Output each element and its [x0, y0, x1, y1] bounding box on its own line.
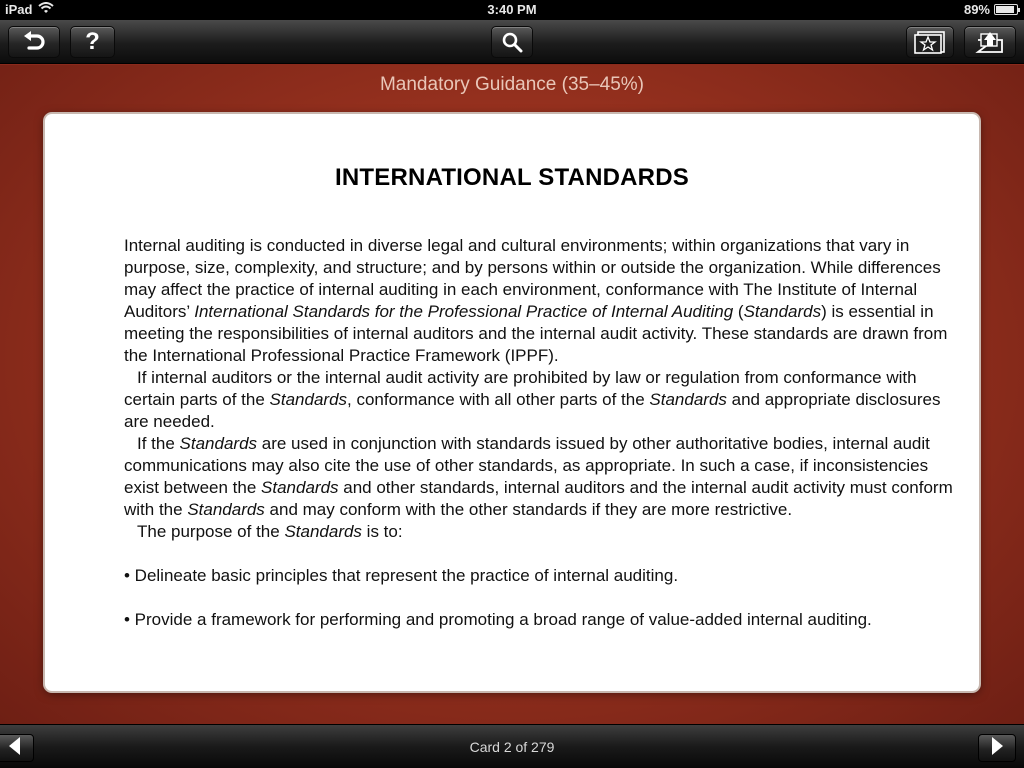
text-run-italic: Standards	[743, 302, 822, 321]
text-run: ) is essential in meeting the responsibilities of internal auditors and the internal audit activity. These standards are drawn from the International Professional Practice Framework (IPPF).	[124, 302, 948, 365]
text-run-italic: Standards	[269, 390, 348, 409]
text-run-italic: Standards	[649, 390, 727, 409]
bottom-toolbar	[0, 724, 1024, 768]
text-run: (	[733, 302, 744, 321]
device-name: iPad	[5, 2, 33, 17]
text-run-italic: Standards	[261, 478, 339, 497]
top-toolbar	[0, 20, 1024, 64]
share-tray-icon	[975, 30, 1005, 54]
undo-arrow-icon	[22, 31, 46, 53]
battery-fill	[996, 6, 1014, 13]
card-body	[124, 235, 954, 631]
back-button[interactable]	[8, 26, 60, 58]
text-run: are used in conjunction with standards issued by other authoritative bodies, internal audit communications may also cite the use of other standards, as appropriate. In such a case, if inconsistencies exist between the	[124, 434, 930, 497]
paragraph-1	[124, 235, 954, 367]
favorites-button[interactable]	[906, 26, 954, 58]
status-right	[964, 2, 1018, 17]
star-frame-icon	[914, 30, 946, 54]
text-run-italic: Standards	[179, 434, 258, 453]
text-run: is to:	[361, 522, 403, 541]
flash-card[interactable]	[45, 114, 979, 691]
text-run: If internal auditors or the internal audit activity are prohibited by law or regulation from conformance with certain parts of the	[124, 368, 917, 409]
text-run: Internal auditing is conducted in diverse legal and cultural environments; within organizations that vary in purpose, size, complexity, and structure; and by persons within or outside the organization. While differences may affect the practice of internal auditing in each environment, conformance with The Institute of Internal Auditors’	[124, 236, 941, 321]
text-run: The purpose of the	[137, 522, 285, 541]
search-icon	[501, 31, 523, 53]
section-title: Mandatory Guidance (35–45%)	[379, 74, 645, 95]
help-icon: ?	[85, 28, 100, 55]
text-run: , conformance with all other parts of the	[347, 390, 650, 409]
text-run: and other standards, internal auditors and the internal audit activity must conform with the	[124, 478, 953, 519]
battery-percent: 89%	[963, 2, 990, 17]
share-button[interactable]	[964, 26, 1016, 58]
card-title: INTERNATIONAL STANDARDS	[335, 164, 689, 191]
card-counter: Card 2 of 279	[469, 739, 555, 755]
next-arrow-icon	[989, 736, 1005, 761]
paragraph-2	[124, 367, 954, 433]
text-run: If the	[137, 434, 180, 453]
next-card-button[interactable]	[978, 734, 1016, 762]
paragraph-3	[124, 433, 954, 521]
battery-icon	[994, 4, 1018, 15]
paragraph-4	[124, 521, 954, 543]
bullet-item: • Delineate basic principles that represent the practice of internal auditing.	[124, 566, 679, 585]
bullet-item: • Provide a framework for performing and promoting a broad range of value-added internal auditing.	[124, 610, 872, 629]
help-button[interactable]	[70, 26, 115, 58]
text-run-italic: Standards	[284, 522, 362, 541]
clock: 3:40 PM	[487, 2, 537, 17]
text-run-italic: International Standards for the Professional Practice of Internal Auditing	[194, 302, 734, 321]
search-button[interactable]	[491, 26, 533, 58]
text-run-italic: Standards	[187, 500, 265, 519]
text-run: and may conform with the other standards if they are more restrictive.	[264, 500, 793, 519]
text-run: and appropriate disclosures are needed.	[124, 390, 941, 431]
status-bar	[0, 0, 1024, 20]
